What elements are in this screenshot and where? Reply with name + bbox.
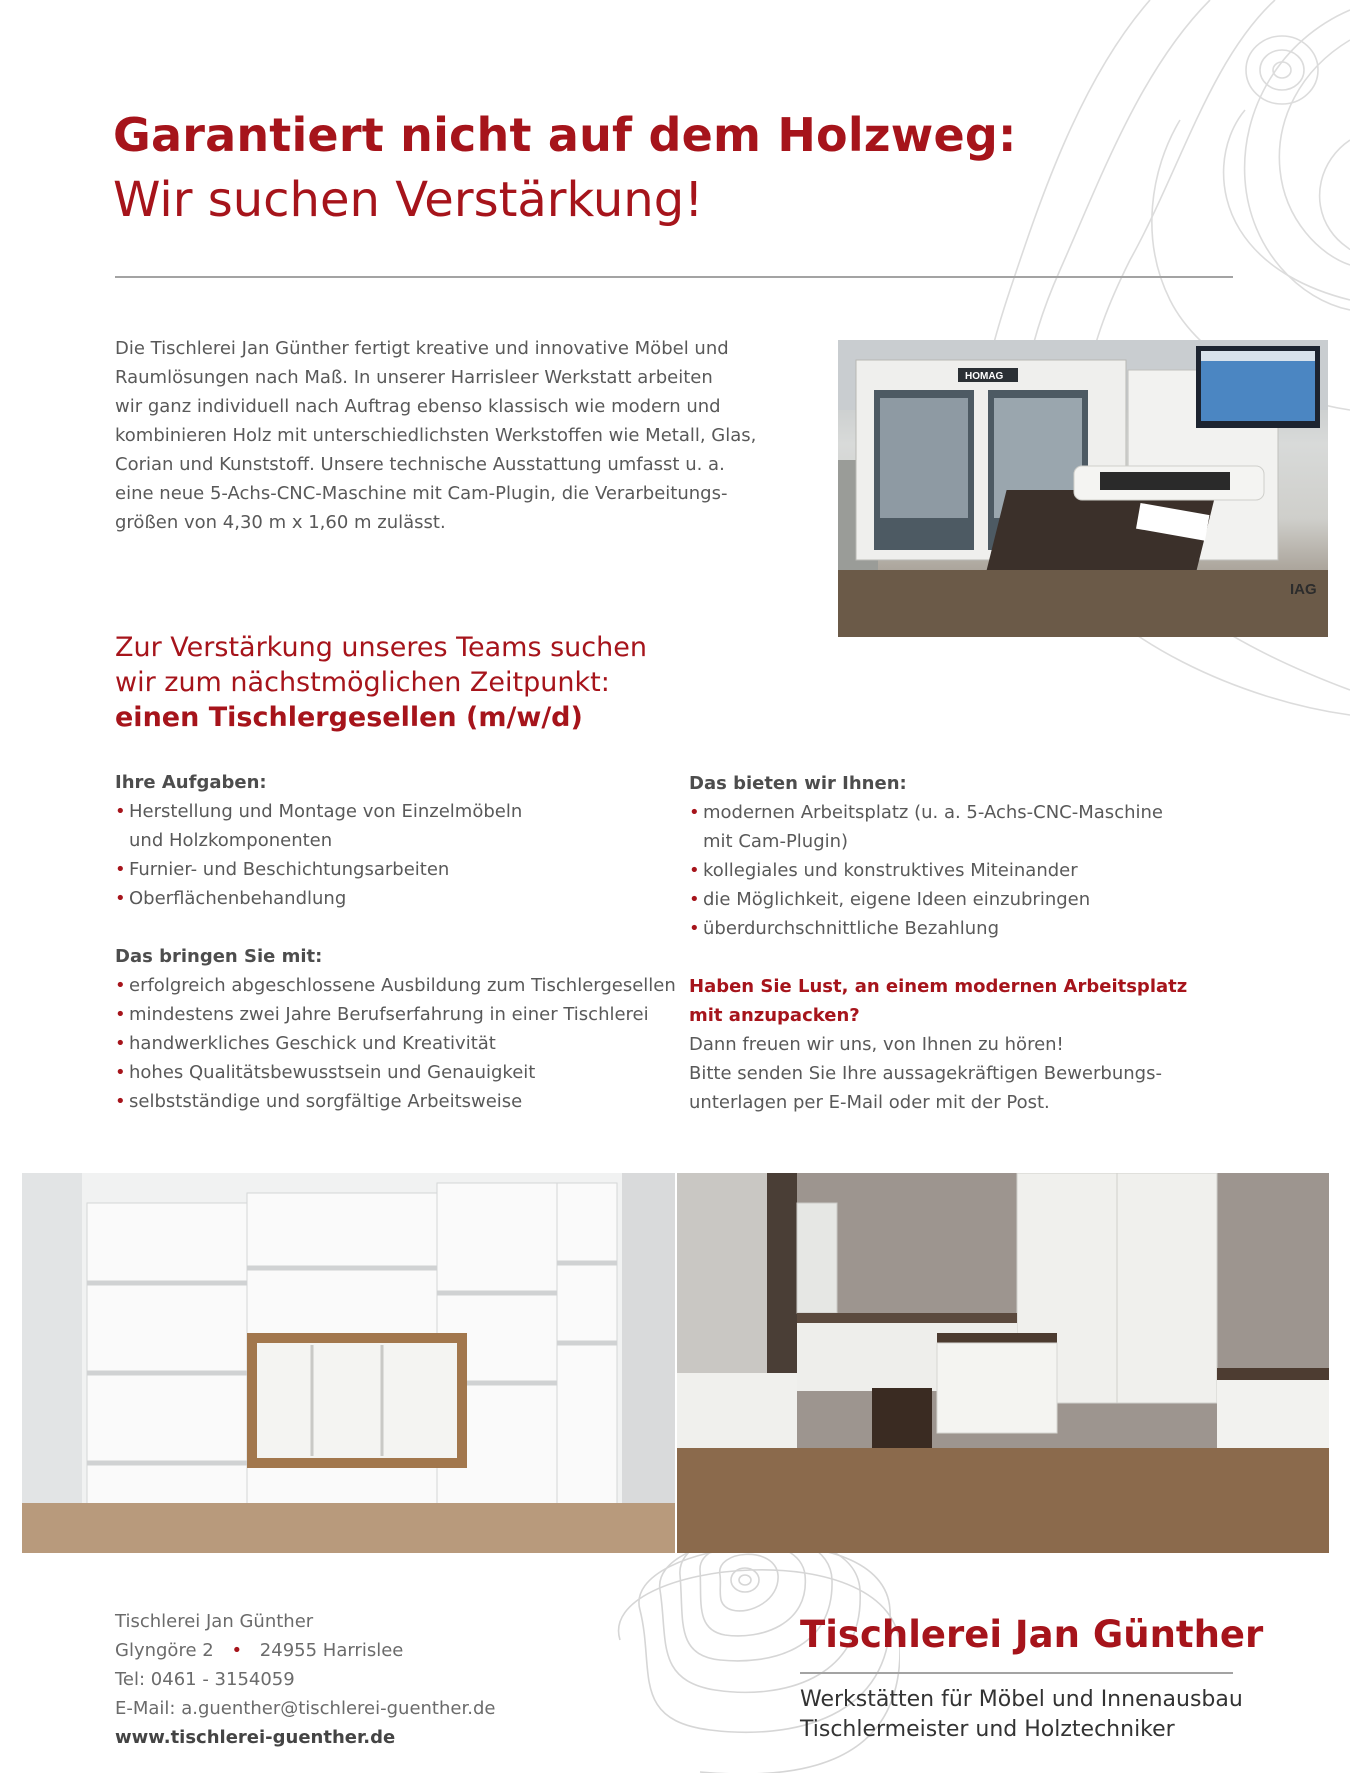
left-column <box>115 768 685 1116</box>
offers-heading: Das bieten wir Ihnen: <box>689 773 907 794</box>
list-item: • überdurchschnittliche Bezahlung <box>689 914 1209 943</box>
list-item: • handwerkliches Geschick und Kreativität <box>115 1029 685 1058</box>
address-separator: • <box>231 1640 243 1661</box>
list-item: • kollegiales und konstruktives Miteinander <box>689 856 1209 885</box>
list-item: • erfolgreich abgeschlossene Ausbildung zum Tischlergesellen <box>115 971 685 1000</box>
cta-text-line-3: unterlagen per E-Mail oder mit der Post. <box>689 1092 1050 1113</box>
recruit-block <box>115 630 647 735</box>
intro-paragraph <box>115 334 755 537</box>
website-link[interactable]: www.tischlerei-guenther.de <box>115 1727 396 1748</box>
list-item: • Oberflächenbehandlung <box>115 884 685 913</box>
spacer <box>115 913 685 942</box>
cta-text-line-2: Bitte senden Sie Ihre aussagekräftigen Bewerbungs- <box>689 1063 1162 1084</box>
list-item: • Furnier- und Beschichtungsarbeiten <box>115 855 685 884</box>
recruit-line-2: wir zum nächstmöglichen Zeitpunkt: <box>115 667 610 698</box>
brand-tagline-line-1: Werkstätten für Möbel und Innenausbau <box>800 1687 1243 1712</box>
brand-tagline <box>800 1685 1243 1745</box>
cnc-machine-photo <box>838 340 1328 637</box>
job-position: einen Tischlergesellen (m/w/d) <box>115 702 583 733</box>
list-item: • Herstellung und Montage von Einzelmöbeln und Holzkomponenten <box>115 797 529 855</box>
cta-question-line-1: Haben Sie Lust, an einem modernen Arbeitsplatz <box>689 976 1188 997</box>
spacer <box>689 943 1209 972</box>
list-item: • die Möglichkeit, eigene Ideen einzubringen <box>689 885 1209 914</box>
right-column <box>689 769 1209 1117</box>
kitchen-interior-photo <box>677 1173 1329 1553</box>
headline-subtitle: Wir suchen Verstärkung! <box>113 172 704 228</box>
requirements-list <box>115 971 685 1116</box>
intro-line: Raumlösungen nach Maß. In unserer Harrisleer Werkstatt arbeiten <box>115 367 713 388</box>
intro-line: Corian und Kunststoff. Unsere technische Ausstattung umfasst u. a. <box>115 454 725 475</box>
intro-line: eine neue 5-Achs-CNC-Maschine mit Cam-Plugin, die Verarbeitungs- <box>115 483 728 504</box>
cta-text-line-1: Dann freuen wir uns, von Ihnen zu hören! <box>689 1034 1064 1055</box>
contact-city: 24955 Harrislee <box>259 1640 404 1661</box>
brand-tagline-line-2: Tischlermeister und Holztechniker <box>800 1717 1175 1742</box>
shelf-furniture-photo <box>22 1173 675 1553</box>
header-divider <box>115 276 1233 278</box>
list-item: • modernen Arbeitsplatz (u. a. 5-Achs-CNC-Maschine mit Cam-Plugin) <box>689 798 1173 856</box>
machine-side-text: IAG <box>1290 581 1317 598</box>
list-item: • hohes Qualitätsbewusstsein und Genauigkeit <box>115 1058 685 1087</box>
contact-company: Tischlerei Jan Günther <box>115 1611 314 1632</box>
homag-logo-text: HOMAG <box>965 371 1004 382</box>
brand-name: Tischlerei Jan Günther <box>800 1613 1264 1656</box>
headline-bold: Garantiert nicht auf dem Holzweg: <box>113 108 1017 162</box>
list-item: • mindestens zwei Jahre Berufserfahrung in einer Tischlerei <box>115 1000 685 1029</box>
intro-line: Die Tischlerei Jan Günther fertigt kreative und innovative Möbel und <box>115 338 729 359</box>
contact-email[interactable]: E-Mail: a.guenther@tischlerei-guenther.de <box>115 1698 496 1719</box>
requirements-heading: Das bringen Sie mit: <box>115 946 323 967</box>
contact-address-line <box>115 1636 495 1665</box>
intro-line: größen von 4,30 m x 1,60 m zulässt. <box>115 512 446 533</box>
contact-phone[interactable]: Tel: 0461 - 3154059 <box>115 1669 295 1690</box>
intro-line: wir ganz individuell nach Auftrag ebenso klassisch wie modern und <box>115 396 721 417</box>
list-item: • selbstständige und sorgfältige Arbeitsweise <box>115 1087 685 1116</box>
brand-divider <box>800 1672 1233 1674</box>
cta-question-line-2: mit anzupacken? <box>689 1005 860 1026</box>
tasks-heading: Ihre Aufgaben: <box>115 772 267 793</box>
contact-block <box>115 1607 495 1752</box>
offers-list <box>689 798 1209 943</box>
contact-street: Glyngöre 2 <box>115 1640 214 1661</box>
recruit-line-1: Zur Verstärkung unseres Teams suchen <box>115 632 647 663</box>
intro-line: kombinieren Holz mit unterschiedlichsten Werkstoffen wie Metall, Glas, <box>115 425 757 446</box>
tasks-list <box>115 797 685 913</box>
